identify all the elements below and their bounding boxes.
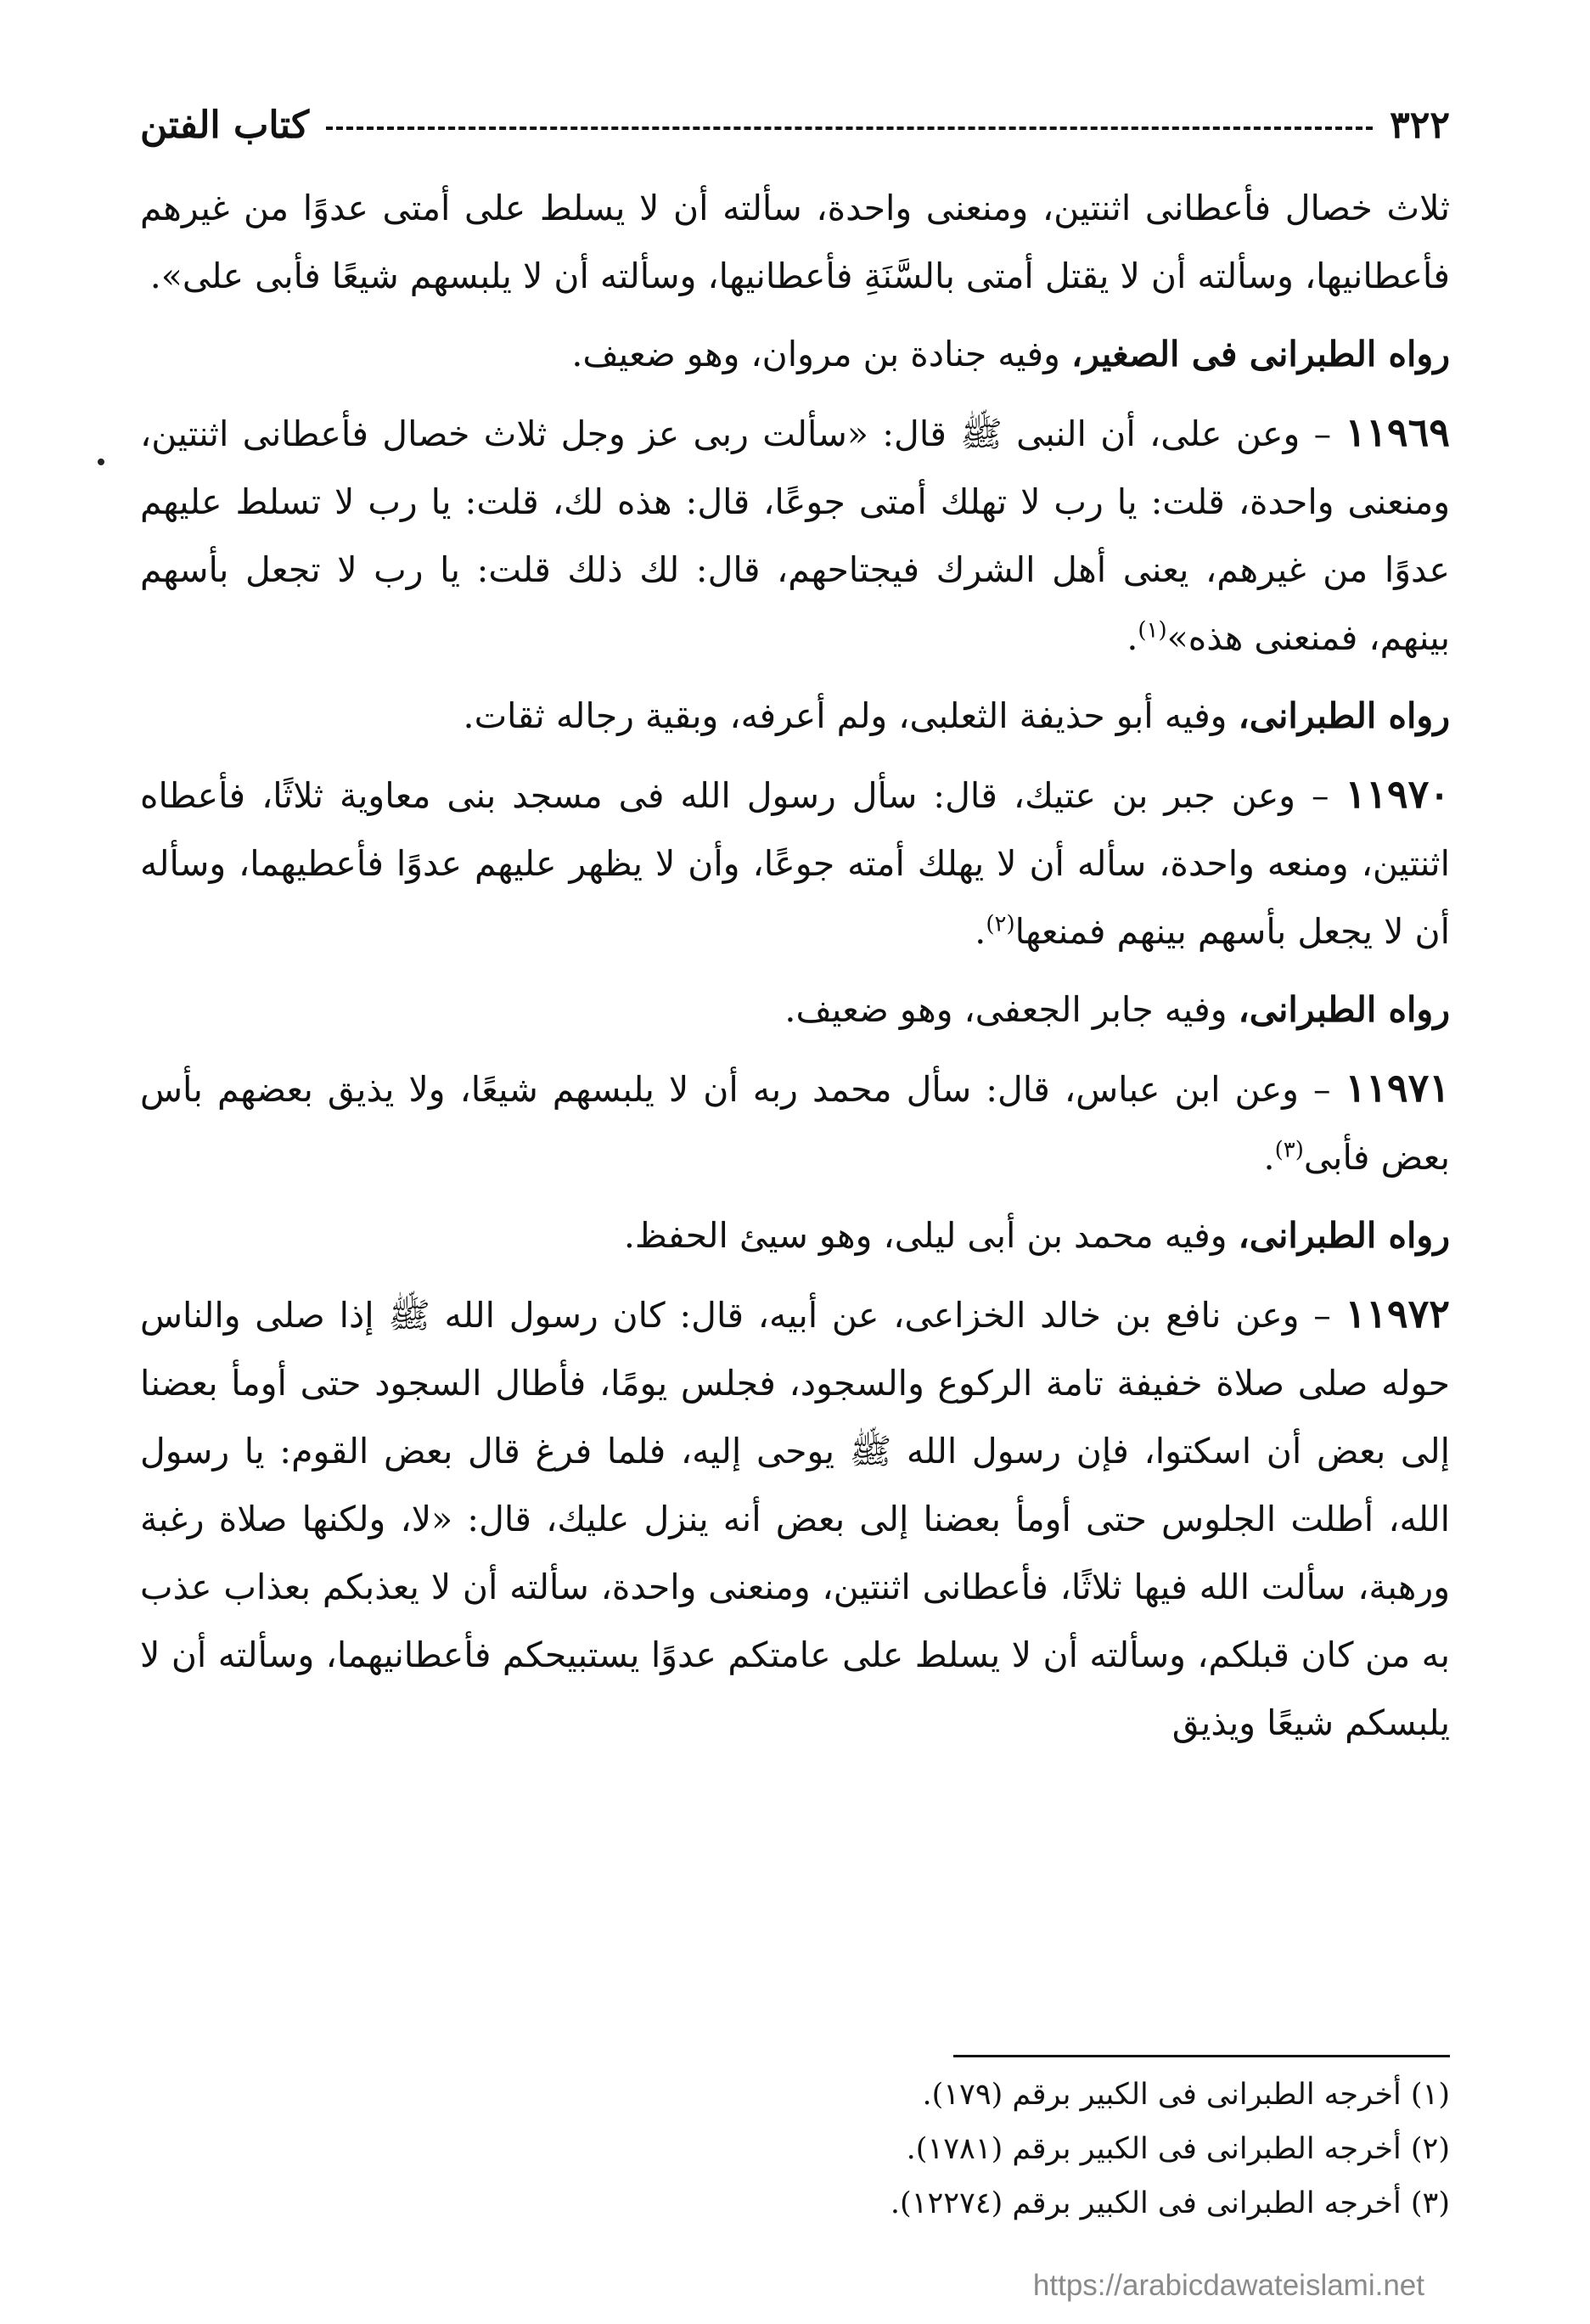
hadith-number: ١١٩٧٢ [1345, 1291, 1450, 1336]
source-paragraph: رواه الطبرانى، وفيه جابر الجعفى، وهو ضعيف. [784, 989, 1450, 1030]
footnote-ref[interactable]: (٢) [986, 911, 1015, 937]
hadith-number: ١١٩٧١ [1345, 1065, 1450, 1111]
footnote-2: (٢) أخرجه الطبرانى فى الكبير برقم (١٧٨١). [906, 2132, 1450, 2166]
hadith-number: ١١٩٦٩ [1345, 409, 1450, 455]
main-text [140, 174, 1450, 1767]
page-header [140, 95, 1450, 155]
watermark-url: https://arabicdawateislami.net [1032, 2269, 1424, 2302]
source-lead: رواه الطبرانى، [1238, 1215, 1450, 1256]
footnote-1: (١) أخرجه الطبرانى فى الكبير برقم (١٧٩). [922, 2078, 1450, 2112]
footnotes [509, 2068, 1450, 2231]
paragraph: ثلاث خصال فأعطانى اثنتين، ومنعنى واحدة، سألته أن لا يسلط على أمتى عدوًا من غيرهم فأعطانيها، وسألته أن لا يقتل أمتى بالسَّنَةِ فأعطانيها، وسألته أن لا يلبسهم شيعًا فأبى على». [140, 188, 1450, 296]
hadith-paragraph: ١١٩٦٩ – وعن على، أن النبى ﷺ قال: «سألت ربى عز وجل ثلاث خصال فأعطانى اثنتين، ومنعنى واحدة، قلت: يا رب لا تهلك أمتى جوعًا، قال: هذه لك، قلت: يا رب لا تسلط عليهم عدوًا من غيرهم، يعنى أهل الشرك فيجتاحهم، قال: لك ذلك قلت: يا رب لا تجعل بأسهم بينهم، فمنعنى هذه»$^{(١)}$. [140, 409, 1450, 658]
source-lead: رواه الطبرانى، [1238, 989, 1450, 1030]
source-lead: رواه الطبرانى فى الصغير، [1071, 334, 1450, 374]
footnote-3: (٣) أخرجه الطبرانى فى الكبير برقم (١٢٢٧٤). [890, 2186, 1450, 2220]
hadith-number: ١١٩٧٠ [1345, 771, 1450, 817]
book-title: كتاب الفتن [140, 103, 310, 147]
source-lead: رواه الطبرانى، [1238, 695, 1450, 736]
hadith-paragraph: ١١٩٧١ – وعن ابن عباس، قال: سأل محمد ربه أن لا يلبسهم شيعًا، ولا يذيق بعضهم بأس بعض فأبى$^{(٣)}$. [140, 1065, 1450, 1178]
footnote-ref[interactable]: (١) [1138, 617, 1167, 644]
footnote-ref[interactable]: (٣) [1274, 1137, 1304, 1163]
margin-dot [98, 459, 104, 465]
page-number: ٣٢٢ [1390, 103, 1450, 147]
footnote-divider [953, 2055, 1450, 2057]
header-dashed-rule [326, 127, 1373, 130]
source-paragraph: رواه الطبرانى فى الصغير، وفيه جنادة بن مروان، وهو ضعيف. [571, 334, 1450, 374]
hadith-paragraph: ١١٩٧٠ – وعن جبر بن عتيك، قال: سأل رسول الله فى مسجد بنى معاوية ثلاثًا، فأعطاه اثنتين، ومنعه واحدة، سأله أن لا يهلك أمته جوعًا، وأن لا يظهر عليهم عدوًا فأعطيهما، وسأله أن لا يجعل بأسهم بينهم فمنعها$^{(٢)}$. [140, 771, 1450, 952]
hadith-paragraph: ١١٩٧٢ – وعن نافع بن خالد الخزاعى، عن أبيه، قال: كان رسول الله ﷺ إذا صلى والناس حوله صلى صلاة خفيفة تامة الركوع والسجود، فجلس يومًا، فأطال السجود حتى أومأ بعضنا إلى بعض أن اسكتوا، فإن رسول الله ﷺ يوحى إليه، فلما فرغ قال بعض القوم: يا رسول الله، أطلت الجلوس حتى أومأ بعضنا إلى بعض أنه ينزل عليك، قال: «لا، ولكنها صلاة رغبة ورهبة، سألت الله فيها ثلاثًا، فأعطانى اثنتين، ومنعنى واحدة، سألته أن لا يعذبكم بعذاب عذب به من كان قبلكم، وسألته أن لا يسلط على عامتكم عدوًا يستبيحكم فأعطانيهما، وسألته أن لا يلبسكم شيعًا ويذيق [140, 1291, 1450, 1743]
source-paragraph: رواه الطبرانى، وفيه أبو حذيفة الثعلبى، ولم أعرفه، وبقية رجاله ثقات. [463, 695, 1450, 736]
source-paragraph: رواه الطبرانى، وفيه محمد بن أبى ليلى، وهو سيئ الحفظ. [623, 1215, 1450, 1256]
